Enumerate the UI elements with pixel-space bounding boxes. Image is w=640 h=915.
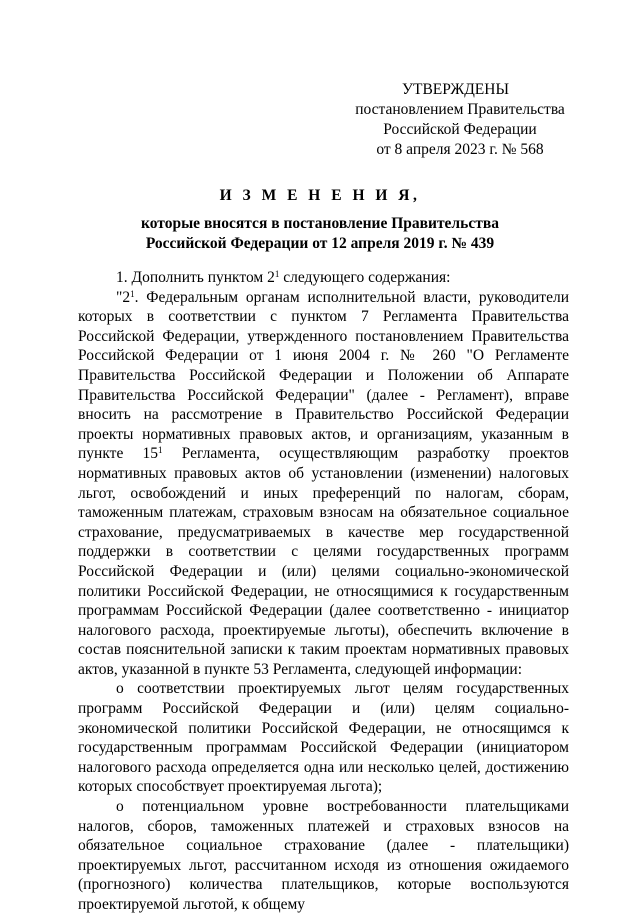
document-body <box>78 268 569 915</box>
paragraph-1 <box>78 268 569 288</box>
paragraph-1-text-a: 1. Дополнить пунктом 2 <box>116 269 275 286</box>
paragraph-4: о потенциальном уровне востребованности плательщиками налогов, сборов, таможенных платежей и страховых взносов на обязательное социальное страхование (далее - плательщики) проектируемых льгот, рассчитанном исходя из отношения ожидаемого (прогнозного) количества плательщиков, которые воспользуются проектируемой льготой, к общему <box>78 798 569 913</box>
heading-subtitle-line-1: которые вносятся в постановление Правительства <box>141 215 499 232</box>
paragraph-2-text-b: Регламента, осуществляющим разработку проектов нормативных правовых актов об установлении (изменении) налоговых льгот, освобождений и иных преференций по налогам, сборам, таможенным платежам, страховым взносам на обязательное социальное страхование, предусматриваемых в качестве мер государственной поддержки в соответствии с целями государственных программ Российской Федерации и (или) целями социально-экономической политики Российской Федерации, не относящимися к государственным программам Российской Федерации (далее соответственно - инициатор налогового расхода, проектируемые льготы), обеспечить включение в состав пояснительной записки к таким проектам нормативных правовых актов, указанной в пункте 53 Регламента, следующей информации: <box>78 445 570 678</box>
document-heading <box>70 186 570 254</box>
paragraph-3: о соответствии проектируемых льгот целям государственных программ Российской Федерации и (или) целям социально-экономической политики Российской Федерации, не относящимся к государственным программам Российской Федерации (инициатором налогового расхода определяется одна или несколько целей, достижению которых способствует проектируемая льгота); <box>78 680 569 796</box>
approval-line-2: Российской Федерации <box>383 121 537 138</box>
paragraph-2-text-a: . Федеральным органам исполнительной власти, руководители которых в соответствии с пунктом 7 Регламента Правительства Российской Федерации, утвержденного постановлением Правительства Российской Федерации от 1 июня 2004 г. № 260 "О Регламенте Правительства Российской Федерации и Положении об Аппарате Правительства Российской Федерации" (далее - Регламент), вправе вносить на рассмотрение в Правительство Российской Федерации проекты нормативных правовых актов, и организациям, указанным в пункте 15 <box>78 288 569 463</box>
heading-title: И З М Е Н Е Н И Я, <box>219 187 421 204</box>
approval-block <box>340 80 580 160</box>
paragraph-2-open: "2 <box>116 288 131 306</box>
approval-line-3: от 8 апреля 2023 г. № 568 <box>376 141 544 158</box>
approval-title: УТВЕРЖДЕНЫ <box>402 81 509 98</box>
approval-line-1: постановлением Правительства <box>355 101 565 118</box>
paragraph-1-text-b: следующего содержания: <box>279 269 451 286</box>
heading-subtitle-line-2: Российской Федерации от 12 апреля 2019 г. № 439 <box>145 235 495 252</box>
paragraph-2-superscript-2: 1 <box>158 445 163 456</box>
paragraph-2-superscript-1: 1 <box>130 288 135 299</box>
paragraph-2 <box>78 288 569 680</box>
paragraph-1-superscript: 1 <box>274 269 280 279</box>
